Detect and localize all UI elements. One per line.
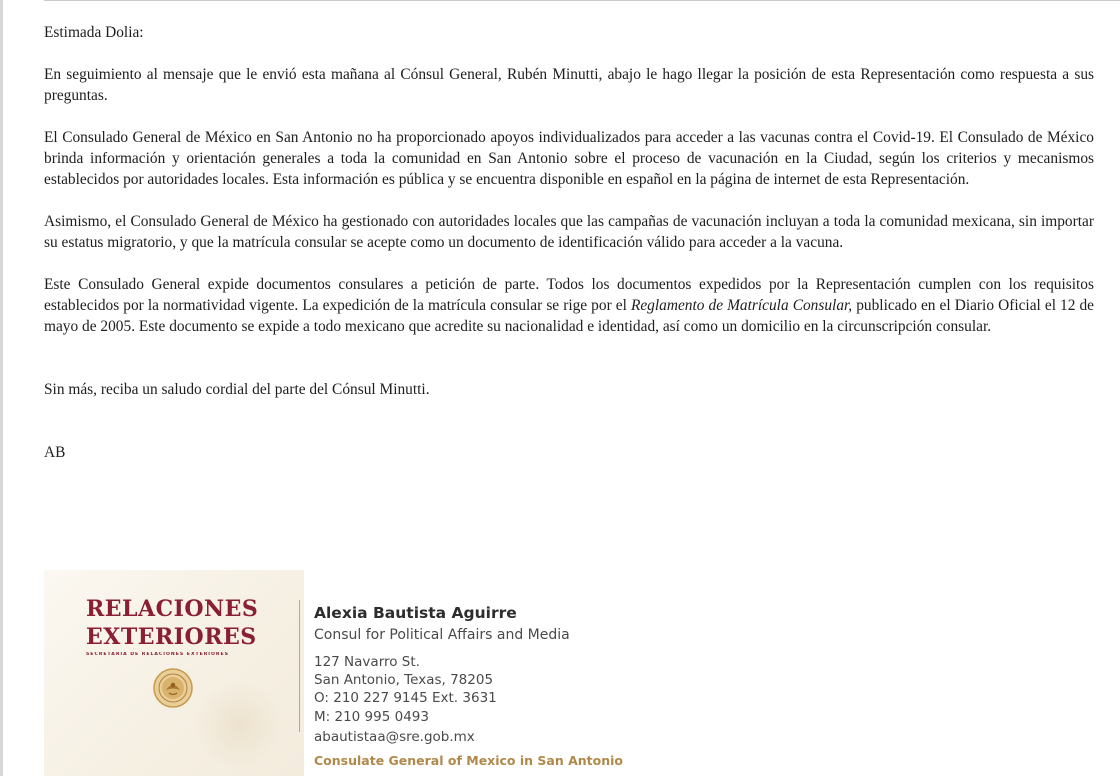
email-paragraph-2: El Consulado General de México en San Antonio no ha proporcionado apoyos individualizados para acceder a las vacunas contra el Covid-19. El Consulado de México brinda información y orientación generales a toda la comunidad en San Antonio sobre el proceso de vacunación en la Ciudad, según los criterios y mecanismos establecidos por autoridades locales. Esta información es pública y se encuentra disponible en español en la página de internet de esta Representación. (44, 129, 1094, 188)
signature-name: Alexia Bautista Aguirre (314, 604, 517, 622)
signature-mobile-phone: M: 210 995 0493 (314, 709, 429, 725)
email-paragraph-1: En seguimiento al mensaje que le envió esta mañana al Cónsul General, Rubén Minutti, abajo le hago llegar la posición de esta Representación como respuesta a sus preguntas. (44, 66, 1094, 104)
email-greeting: Estimada Dolia: (44, 24, 144, 41)
email-initials: AB (44, 444, 66, 461)
signature-office-phone: O: 210 227 9145 Ext. 3631 (314, 690, 497, 706)
email-closing: Sin más, reciba un saludo cordial del parte del Cónsul Minutti. (44, 381, 430, 398)
email-signature (44, 570, 644, 776)
signature-title: Consul for Political Affairs and Media (314, 627, 570, 643)
email-body (44, 22, 1094, 463)
national-seal-icon (153, 668, 193, 708)
logo-text-relaciones: RELACIONES (86, 596, 259, 622)
window-edge (0, 0, 3, 776)
signature-address-line-2: San Antonio, Texas, 78205 (314, 672, 494, 688)
email-paragraph-4 (44, 274, 1094, 337)
email-paragraph-4-text-a: Este Consulado General expide documentos consulares a petición de parte. Todos los documentos expedidos por la Representación cumplen con los requisitos establecidos por la normatividad vigente. La expedición de la matrícula consular se rige por el (44, 276, 1094, 314)
signature-divider (299, 600, 300, 732)
logo-text-exteriores: EXTERIORES (86, 624, 257, 650)
email-paragraph-4-text-b: publicado en el Diario Oficial el 12 de mayo de 2005. Este documento se expide a todo mexicano que acredite su nacionalidad e identidad, así como un domicilio en la circunscripción consular. (44, 297, 1095, 335)
top-divider (44, 0, 1120, 1)
signature-footer: Consulate General of Mexico in San Antonio (314, 753, 623, 768)
signature-address-line-1: 127 Navarro St. (314, 654, 420, 670)
email-paragraph-4-italic: Reglamento de Matrícula Consular, (630, 297, 853, 314)
signature-email-link[interactable]: abautistaa@sre.gob.mx (314, 729, 475, 745)
email-paragraph-3: Asimismo, el Consulado General de México ha gestionado con autoridades locales que las campañas de vacunación incluyan a toda la comunidad mexicana, sin importar su estatus migratorio, y que la matrícula consular se acepte como un documento de identificación válido para acceder a la vacuna. (44, 213, 1094, 251)
logo-subtitle: SECRETARÍA DE RELACIONES EXTERIORES (86, 652, 229, 657)
